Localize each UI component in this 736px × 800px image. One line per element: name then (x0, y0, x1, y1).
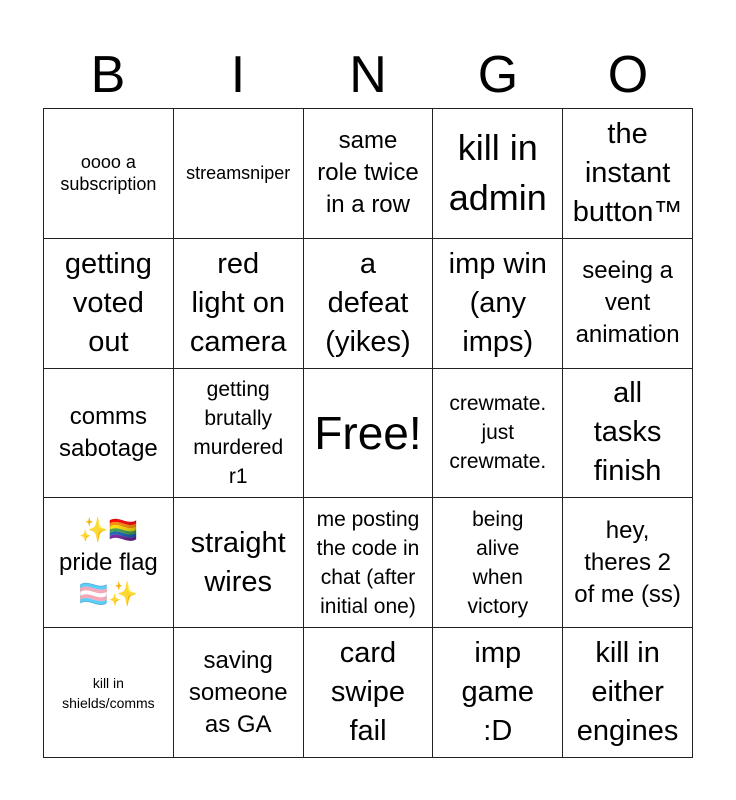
bingo-cell-text: oooo a subscription (60, 152, 157, 195)
bingo-cell-text: Free! (314, 406, 422, 459)
bingo-cell[interactable] (563, 239, 693, 369)
bingo-cell[interactable] (433, 369, 563, 499)
bingo-cell[interactable] (563, 628, 693, 758)
bingo-cell-text: a defeat (yikes) (325, 247, 411, 358)
bingo-cell[interactable] (174, 239, 304, 369)
bingo-cell[interactable] (44, 109, 174, 239)
bingo-cell[interactable] (44, 628, 174, 758)
bingo-cell-text: red light on camera (189, 247, 287, 358)
bingo-cell[interactable] (304, 498, 434, 628)
bingo-cell[interactable] (563, 498, 693, 628)
bingo-cell-text: being alive when victory (467, 507, 529, 618)
bingo-cell[interactable] (174, 109, 304, 239)
bingo-cell-text: card swipe fail (330, 637, 406, 748)
bingo-cell[interactable] (174, 369, 304, 499)
bingo-cell-text: streamsniper (186, 163, 291, 184)
header-letter-g: G (477, 46, 519, 104)
header-letter-b: B (90, 46, 126, 104)
bingo-cell-free[interactable] (304, 369, 434, 499)
bingo-cell[interactable] (174, 498, 304, 628)
header-letter-o: O (607, 46, 649, 104)
bingo-board (43, 108, 693, 758)
bingo-cell-text: all tasks finish (593, 377, 662, 488)
bingo-cell[interactable] (44, 498, 174, 628)
bingo-cell[interactable] (433, 109, 563, 239)
bingo-cell-text: kill in admin (448, 127, 547, 219)
bingo-cell-text: getting voted out (64, 247, 152, 358)
bingo-cell[interactable] (433, 628, 563, 758)
bingo-cell[interactable] (304, 109, 434, 239)
bingo-cell-text: comms sabotage (59, 402, 158, 462)
bingo-cell[interactable] (433, 239, 563, 369)
bingo-cell-text: saving someone as GA (188, 646, 288, 738)
bingo-header (43, 42, 693, 108)
bingo-cell-text: same role twice in a row (317, 127, 419, 219)
bingo-cell-text: hey, theres 2 of me (ss) (574, 516, 681, 608)
bingo-cell-text: me posting the code in chat (after initial one) (316, 507, 420, 618)
header-letter-n: N (349, 46, 387, 104)
bingo-cell-text: the instant button™ (572, 117, 683, 228)
bingo-cell-text: kill in shields/comms (62, 674, 155, 711)
bingo-cell[interactable] (563, 369, 693, 499)
bingo-cell-text: imp game :D (461, 637, 535, 748)
bingo-cell[interactable] (563, 109, 693, 239)
bingo-cell[interactable] (44, 369, 174, 499)
bingo-cell-text: kill in either engines (576, 637, 679, 748)
bingo-cell[interactable] (304, 628, 434, 758)
bingo-cell[interactable] (304, 239, 434, 369)
bingo-cell-text: ✨🏳️‍🌈 pride flag 🏳️‍⚧️✨ (59, 516, 158, 608)
bingo-cell-text: crewmate. just crewmate. (449, 392, 547, 474)
bingo-cell[interactable] (433, 498, 563, 628)
bingo-cell-text: seeing a vent animation (575, 257, 680, 349)
header-letter-i: I (230, 46, 246, 104)
bingo-cell[interactable] (174, 628, 304, 758)
bingo-cell[interactable] (44, 239, 174, 369)
bingo-cell-text: imp win (any imps) (448, 247, 547, 358)
bingo-cell-text: straight wires (190, 526, 286, 598)
bingo-cell-text: getting brutally murdered r1 (193, 377, 284, 488)
